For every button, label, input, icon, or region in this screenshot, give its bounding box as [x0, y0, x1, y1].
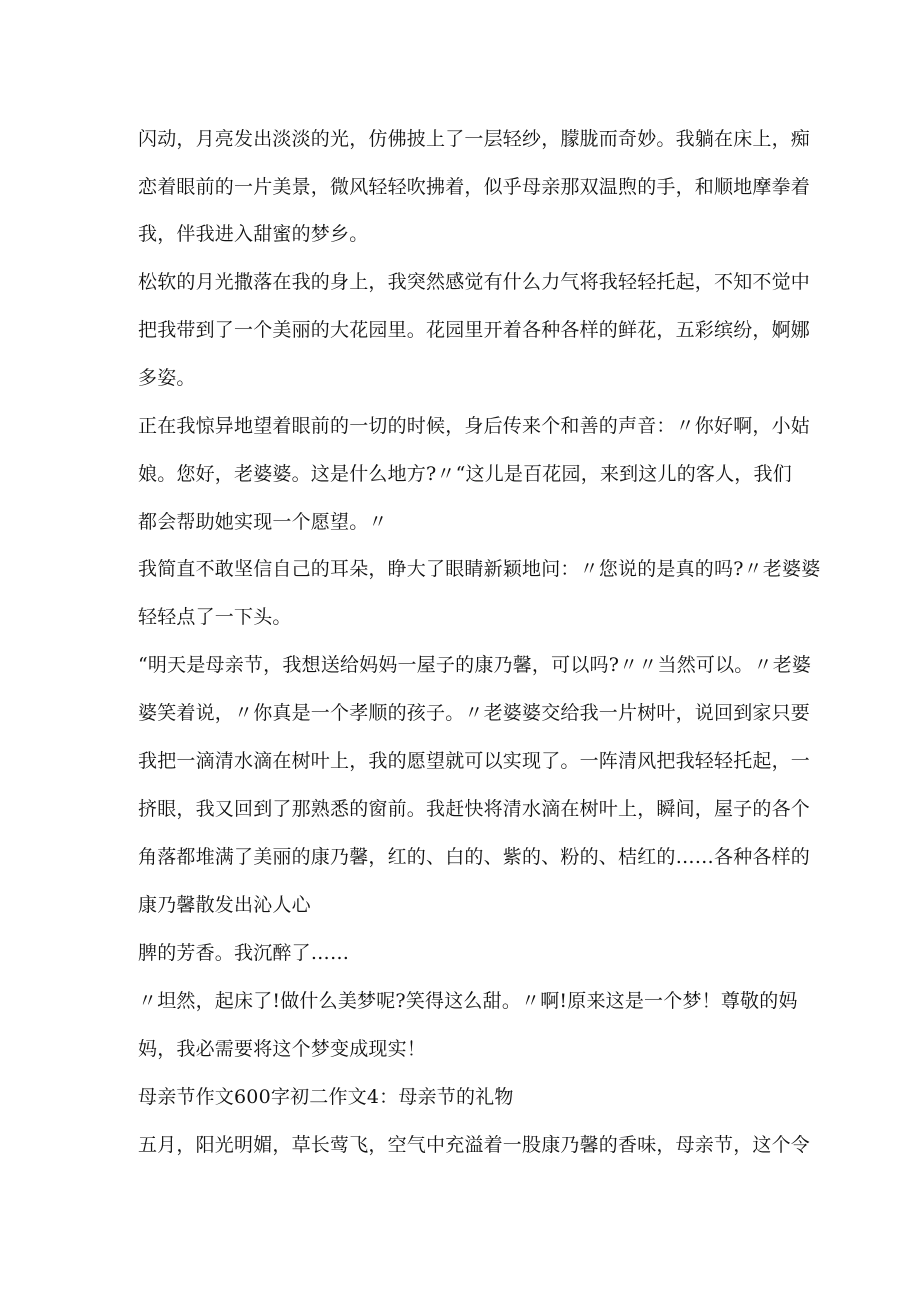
text-line: 角落都堆满了美丽的康乃馨，红的、白的、紫的、粉的、桔红的……各种各样的 — [138, 846, 811, 868]
text-line: 〃坦然，起床了!做什么美梦呢?笑得这么甜。〃啊!原来这是一个梦！尊敬的妈 — [138, 990, 798, 1012]
text-line: 正在我惊异地望着眼前的一切的时候，身后传来个和善的声音：〃你好啊，小姑 — [138, 415, 811, 437]
text-line: 挤眼，我又回到了那熟悉的窗前。我赶快将清水滴在树叶上，瞬间，屋子的各个 — [138, 798, 811, 820]
text-line: 我把一滴清水滴在树叶上，我的愿望就可以实现了。一阵清风把我轻轻托起，一 — [138, 750, 811, 772]
text-line: 都会帮助她实现一个愿望。〃 — [138, 511, 388, 533]
text-line: 松软的月光撒落在我的身上，我突然感觉有什么力气将我轻轻托起，不知不觉中 — [138, 271, 811, 293]
text-line: 轻轻点了一下头。 — [138, 606, 292, 628]
text-line: 闪动，月亮发出淡淡的光，仿佛披上了一层轻纱，朦胧而奇妙。我躺在床上，痴 — [138, 128, 811, 150]
text-line: 恋着眼前的一片美景，微风轻轻吹拂着，似乎母亲那双温煦的手，和顺地摩拳着 — [138, 176, 811, 198]
text-line: 多姿。 — [138, 367, 196, 389]
text-line: “明天是母亲节，我想送给妈妈一屋子的康乃馨，可以吗?〃〃当然可以。〃老婆 — [138, 654, 812, 676]
text-line: 我简直不敢坚信自己的耳朵，睁大了眼睛新颖地问：〃您说的是真的吗?〃老婆婆 — [138, 558, 821, 580]
section-heading: 母亲节作文600字初二作文4：母亲节的礼物 — [138, 1086, 514, 1108]
text-line: 康乃馨散发出沁人心 — [138, 894, 311, 916]
text-line: 五月，阳光明媚，草长莺飞，空气中充溢着一股康乃馨的香味，母亲节，这个令 — [138, 1134, 811, 1156]
text-line: 脾的芳香。我沉醉了…… — [138, 942, 350, 964]
text-line: 妈，我必需要将这个梦变成现实！ — [138, 1038, 427, 1060]
text-line: 我，伴我进入甜蜜的梦乡。 — [138, 223, 369, 245]
text-line: 把我带到了一个美丽的大花园里。花园里开着各种各样的鲜花，五彩缤纷，婀娜 — [138, 319, 811, 341]
text-line: 娘。您好，老婆婆。这是什么地方?〃“这儿是百花园，来到这儿的客人，我们 — [138, 463, 792, 485]
text-line: 婆笑着说，〃你真是一个孝顺的孩子。〃老婆婆交给我一片树叶，说回到家只要 — [138, 702, 811, 724]
